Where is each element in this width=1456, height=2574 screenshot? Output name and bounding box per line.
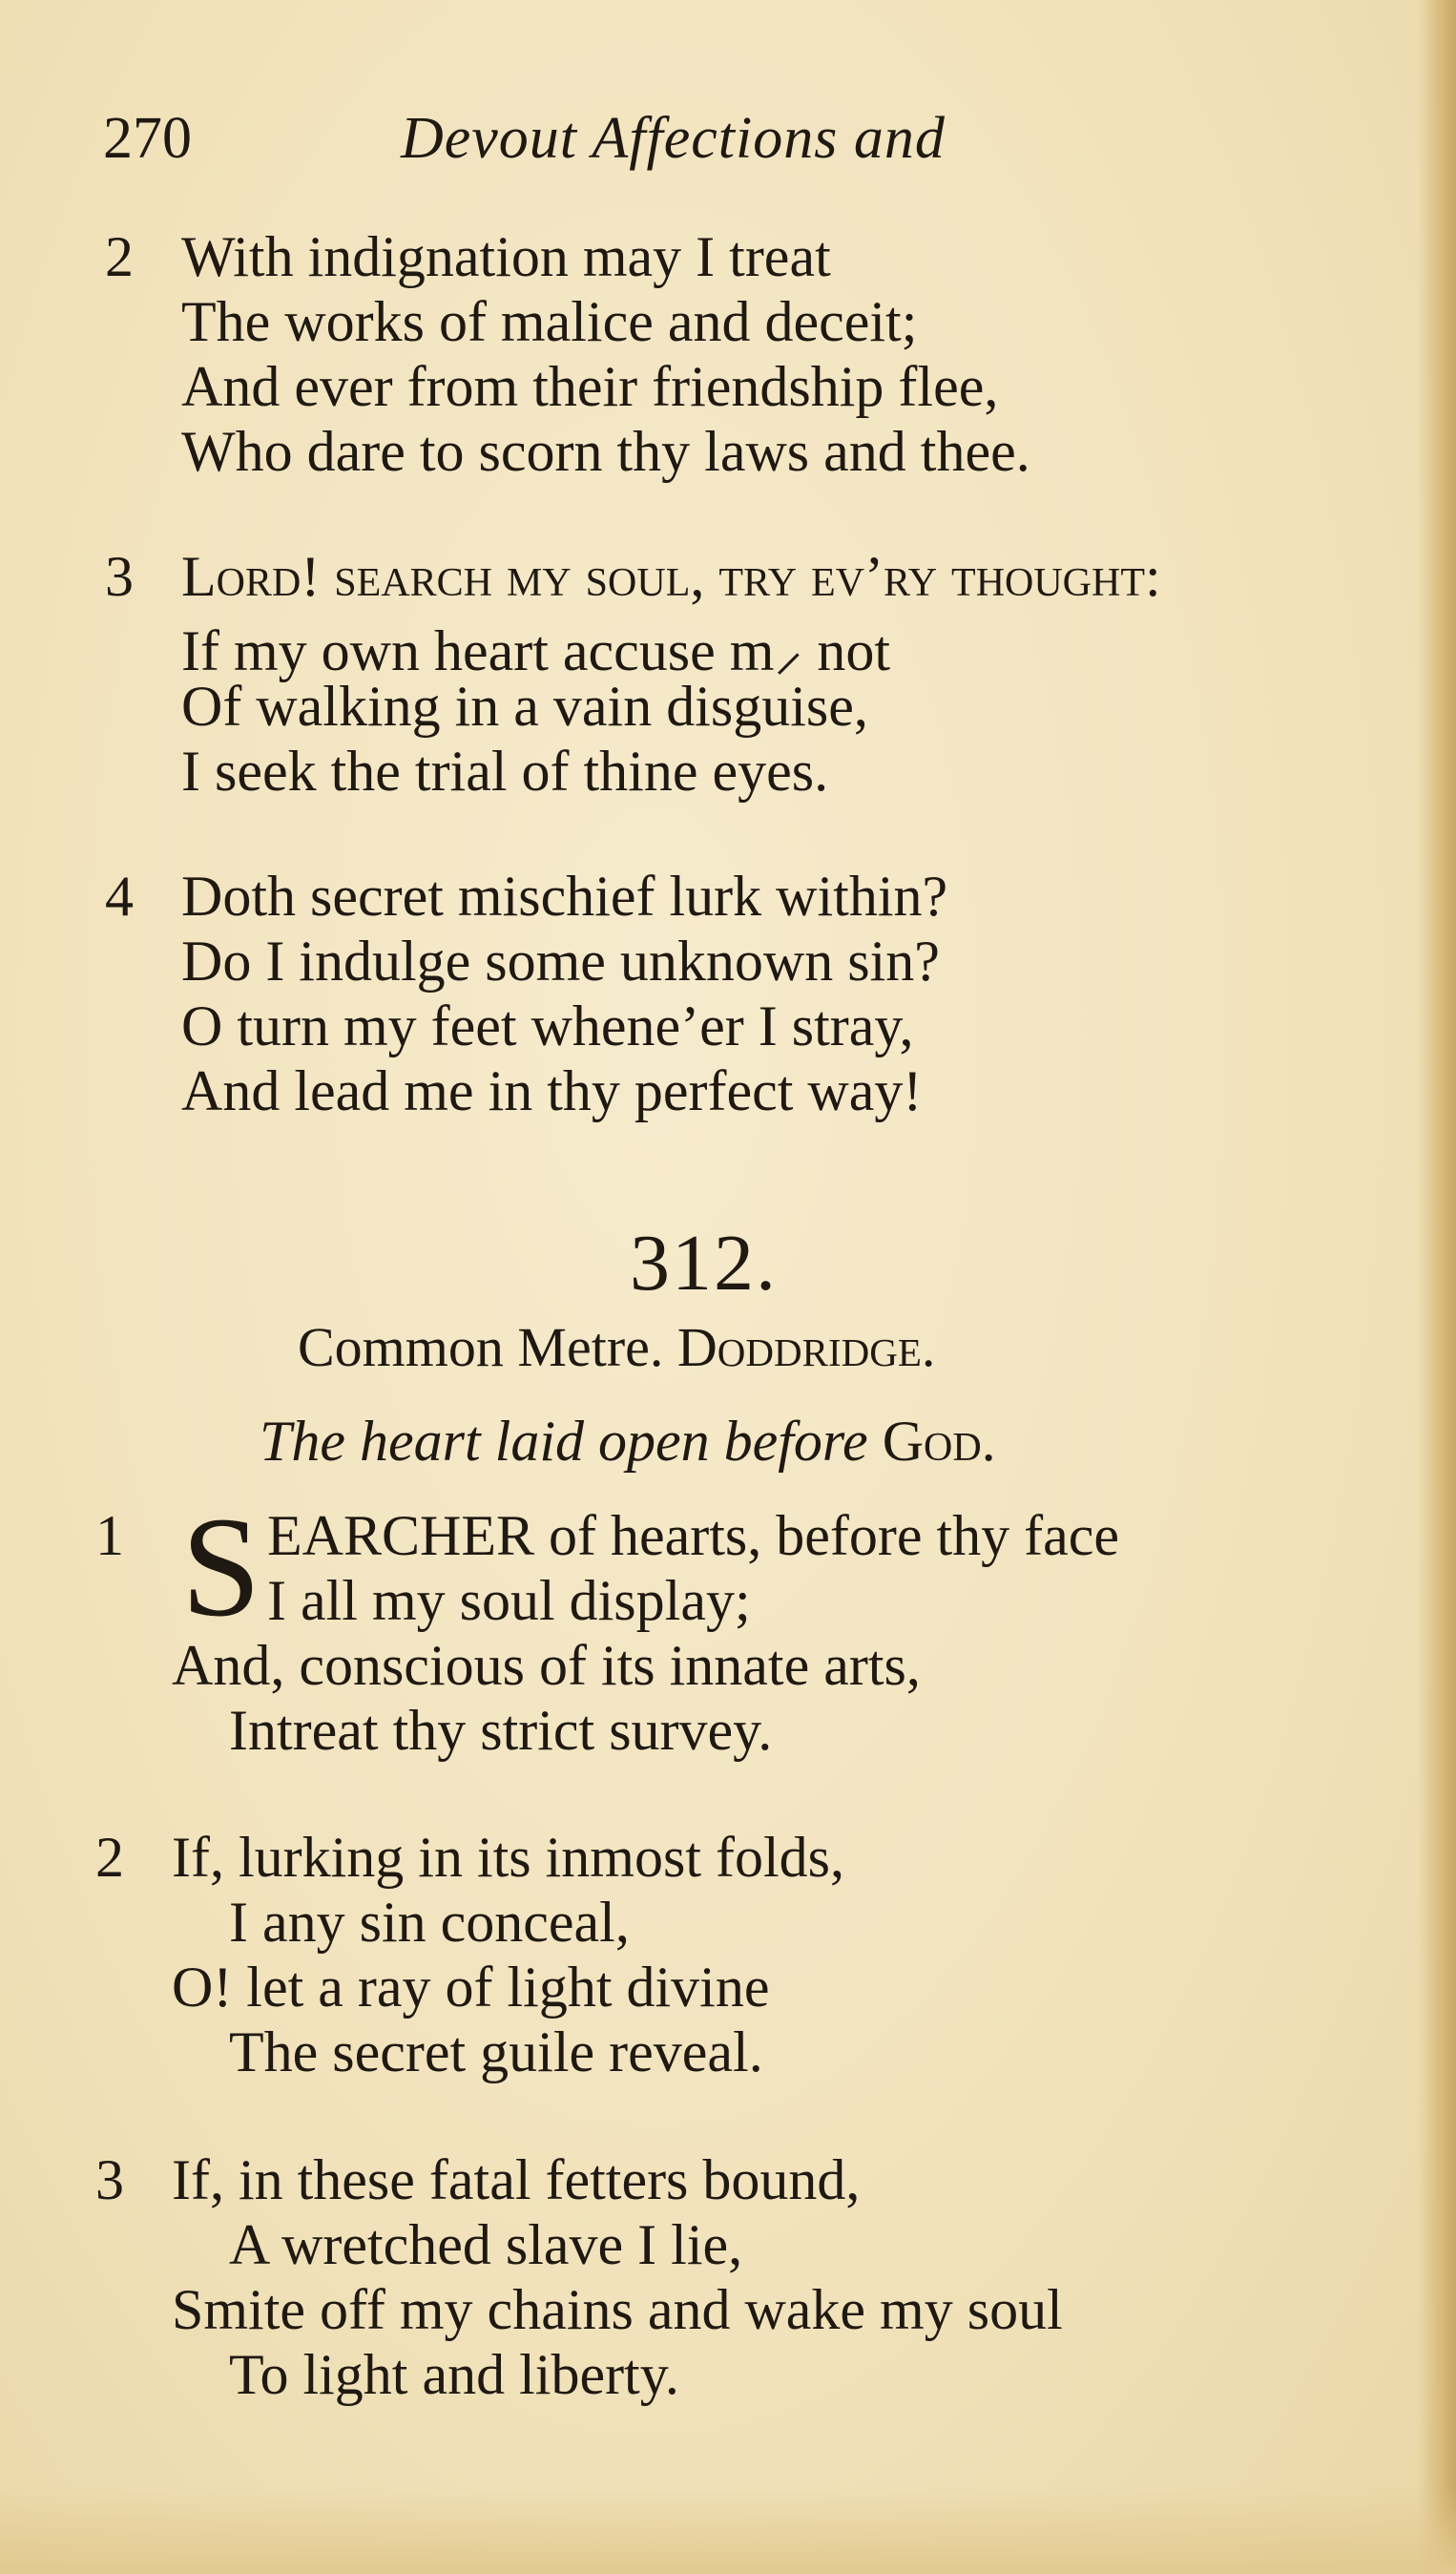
verse-line: To light and liberty. — [229, 2343, 679, 2406]
verse-line: Lord! search my soul, try ev’ry thought: — [181, 545, 1161, 608]
page-edge-shadow — [1418, 0, 1456, 2574]
prev-stanza-4 — [105, 864, 1345, 1121]
verse-line: If, in these fatal fetters bound, — [172, 2148, 861, 2211]
hymn-stanza-2 — [95, 1825, 1336, 2082]
verse-line: I seek the trial of thine eyes. — [181, 740, 829, 803]
subtitle-text: The heart laid open before — [260, 1410, 868, 1473]
verse-line: Who dare to scorn thy laws and thee. — [181, 420, 1030, 483]
verse-line: Do I indulge some unknown sin? — [181, 930, 940, 993]
verse-line: Doth secret mischief lurk within? — [181, 865, 948, 928]
subtitle-god: God. — [882, 1410, 996, 1473]
verse-line: Intreat thy strict survey. — [229, 1699, 773, 1762]
verse-line: I any sin conceal, — [229, 1891, 630, 1954]
stanza-number: 3 — [95, 2148, 124, 2211]
verse-line: O! let a ray of light divine — [172, 1956, 770, 2019]
verse-line: The works of malice and deceit; — [181, 290, 918, 353]
verse-line: Of walking in a vain disguise, — [181, 675, 868, 738]
page-number: 270 — [103, 106, 192, 171]
verse-line: A wretched slave I lie, — [229, 2213, 743, 2276]
hymn-number: 312. — [630, 1219, 778, 1308]
verse-line: If my own heart accuse m⸝ not — [181, 619, 891, 682]
hymn-subtitle — [260, 1409, 996, 1475]
hymn-stanza-3 — [95, 2147, 1336, 2405]
stanza-number: 2 — [95, 1826, 124, 1889]
verse-line: And lead me in thy perfect way! — [181, 1059, 923, 1122]
verse-line: O turn my feet whene’er I stray, — [181, 994, 914, 1057]
stanza-number: 1 — [95, 1504, 124, 1567]
hymn-stanza-1 — [95, 1488, 1374, 1762]
verse-line: The secret guile reveal. — [229, 2020, 763, 2083]
verse-line: Smite off my chains and wake my soul — [172, 2278, 1063, 2341]
verse-line: I all my soul display; — [267, 1569, 751, 1632]
verse-line: And, conscious of its innate arts, — [172, 1634, 921, 1697]
verse-line: If, lurking in its inmost folds, — [172, 1826, 844, 1889]
verse-line: With indignation may I treat — [181, 225, 831, 288]
prev-stanza-2 — [105, 224, 1345, 482]
stanza-number: 2 — [105, 225, 134, 288]
verse-line: EARCHER of hearts, before thy face — [267, 1504, 1120, 1567]
stanza-number: 3 — [105, 545, 134, 608]
hymn-author: Doddridge. — [676, 1316, 936, 1378]
drop-cap: S — [181, 1488, 261, 1646]
running-title: Devout Affections and — [401, 106, 946, 171]
hymn-meter-line — [298, 1315, 935, 1379]
stanza-number: 4 — [105, 865, 134, 928]
verse-line: And ever from their friendship flee, — [181, 355, 999, 418]
prev-stanza-3 — [105, 544, 1345, 802]
hymn-meter: Common Metre. — [298, 1316, 664, 1378]
page-bottom-shadow — [0, 2488, 1456, 2574]
